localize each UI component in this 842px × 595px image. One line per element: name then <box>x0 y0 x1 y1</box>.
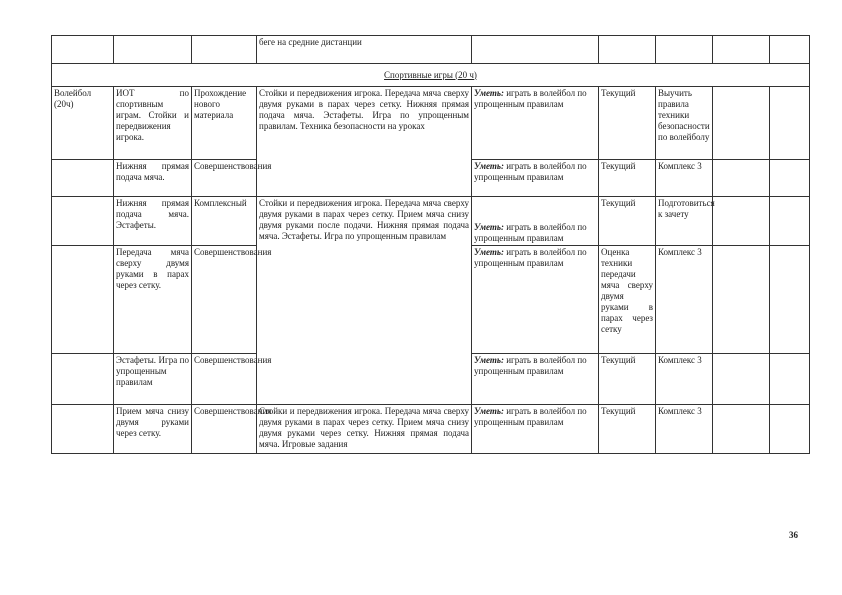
table-cell <box>713 405 770 454</box>
lesson-type-cell: Совершенствования <box>192 246 257 354</box>
lesson-type-cell: Совершенствования <box>192 160 257 197</box>
table-row <box>52 405 810 454</box>
table-cell <box>770 36 810 64</box>
requirements-cell <box>472 87 599 160</box>
elements-cell: Стойки и передвижения игрока. Передача мяча сверху двумя руками в парах через сетку. Прием мяча снизу двумя руками через сетку. Нижняя прямая подача мяча. Игровые задания <box>257 405 472 454</box>
table-cell <box>713 246 770 354</box>
req-text: играть в волейбол по упрощенным правилам <box>474 355 587 376</box>
table-cell <box>770 87 810 160</box>
content-cell: Нижняя прямая подача мяча. <box>114 160 192 197</box>
table-cell <box>770 197 810 246</box>
table-cell <box>52 405 114 454</box>
req-label: Уметь: <box>474 222 504 232</box>
table-cell <box>713 354 770 405</box>
req-text: играть в волейбол по упрощенным правилам <box>474 222 587 243</box>
content-cell: Передача мяча сверху двумя руками в парах через сетку. <box>114 246 192 354</box>
content-cell: Прием мяча снизу двумя руками через сетку. <box>114 405 192 454</box>
lesson-type-cell: Совершенствования <box>192 405 257 454</box>
lesson-type-cell: Комплексный <box>192 197 257 246</box>
topic-cell: Волейбол (20ч) <box>52 87 114 160</box>
table-cell <box>770 354 810 405</box>
table-cell <box>713 197 770 246</box>
table-cell <box>713 87 770 160</box>
homework-cell: Комплекс 3 <box>656 246 713 354</box>
req-text: играть в волейбол по упрощенным правилам <box>474 406 587 427</box>
table-cell <box>770 246 810 354</box>
requirements-cell <box>472 405 599 454</box>
control-cell: Текущий <box>599 354 656 405</box>
content-cell: Эстафеты. Игра по упрощенным правилам <box>114 354 192 405</box>
req-label: Уметь: <box>474 355 504 365</box>
table-cell <box>770 160 810 197</box>
homework-cell: Комплекс 3 <box>656 405 713 454</box>
content-cell: Нижняя прямая подача мяча. Эстафеты. <box>114 197 192 246</box>
content-cell: ИОТ по спортивным играм. Стойки и передвижения игрока. <box>114 87 192 160</box>
req-text: играть в волейбол по упрощенным правилам <box>474 247 587 268</box>
lesson-type-cell: Совершенствования <box>192 354 257 405</box>
lesson-type-cell: Прохождение нового материала <box>192 87 257 160</box>
table-row <box>52 197 810 246</box>
control-cell: Текущий <box>599 87 656 160</box>
req-label: Уметь: <box>474 161 504 171</box>
table-cell <box>52 36 114 64</box>
table-cell <box>770 405 810 454</box>
req-text: играть в волейбол по упрощенным правилам <box>474 161 587 182</box>
table-cell <box>192 36 257 64</box>
requirements-cell <box>472 197 599 246</box>
table-cell <box>52 354 114 405</box>
table-row <box>52 87 810 160</box>
homework-cell: Комплекс 3 <box>656 160 713 197</box>
lesson-plan-table <box>51 35 810 454</box>
section-header-row <box>52 64 810 87</box>
table-row <box>52 36 810 64</box>
requirements-cell <box>472 246 599 354</box>
req-label: Уметь: <box>474 406 504 416</box>
page-number: 36 <box>789 530 798 540</box>
section-header-text: Спортивные игры (20 ч) <box>384 69 477 80</box>
table-cell <box>52 246 114 354</box>
req-label: Уметь: <box>474 88 504 98</box>
table-cell <box>114 36 192 64</box>
section-header <box>52 64 810 87</box>
table-cell <box>713 160 770 197</box>
table-cell <box>713 36 770 64</box>
table-cell <box>656 36 713 64</box>
control-cell: Текущий <box>599 405 656 454</box>
elements-cell: Стойки и передвижения игрока. Передача мяча сверху двумя руками в парах через сетку. Нижняя прямая подача мяча. Эстафеты. Игра по упрощенным правилам. Техника безопасности на уроках <box>257 87 472 197</box>
requirements-cell <box>472 354 599 405</box>
req-text: играть в волейбол по упрощенным правилам <box>474 88 587 109</box>
elements-cell: Стойки и передвижения игрока. Передача мяча сверху двумя руками в парах через сетку. Прием мяча снизу двумя руками после подачи. Нижняя прямая подача мяча. Эстафеты. Игра по упрощенным правилам <box>257 197 472 405</box>
table-cell <box>472 36 599 64</box>
table-cell <box>599 36 656 64</box>
control-cell: Оценка техники передачи мяча сверху двумя руками в парах через сетку <box>599 246 656 354</box>
requirements-cell <box>472 160 599 197</box>
table-cell <box>52 197 114 246</box>
homework-cell: Подготовиться к зачету <box>656 197 713 246</box>
first-row-text: беге на средние дистанции <box>257 36 472 64</box>
control-cell: Текущий <box>599 160 656 197</box>
control-cell: Текущий <box>599 197 656 246</box>
homework-cell: Выучить правила техники безопасности по волейболу <box>656 87 713 160</box>
table-cell <box>52 160 114 197</box>
req-label: Уметь: <box>474 247 504 257</box>
homework-cell: Комплекс 3 <box>656 354 713 405</box>
